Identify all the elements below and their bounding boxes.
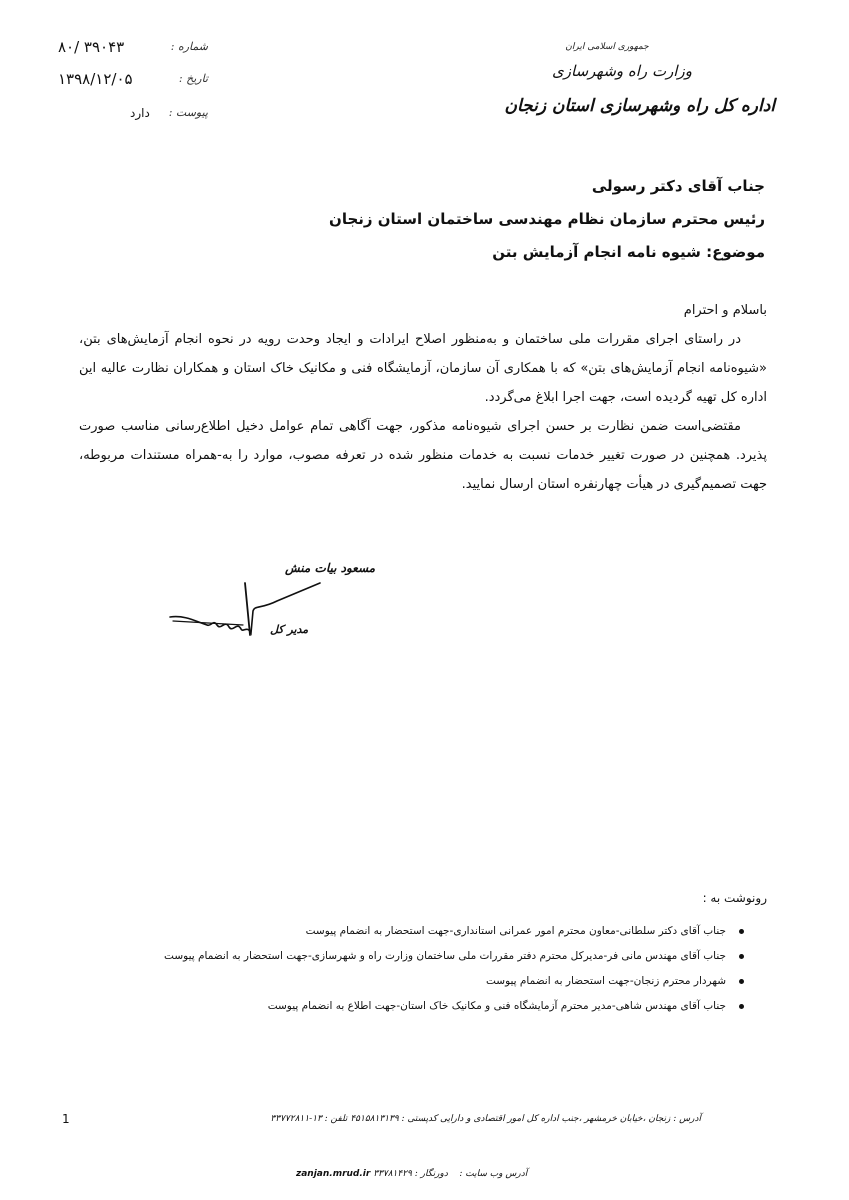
addressee-name: جناب آقای دکتر رسولی: [591, 177, 765, 195]
meta-number: [58, 38, 208, 60]
letter-body: [79, 296, 767, 499]
cc-item: جناب آقای مهندس مانی فر-مدیرکل محترم دفتر مقررات ملی ساختمان وزارت راه و شهرسازی-جهت استحضار به انضمام پیوست: [94, 944, 744, 969]
letterhead-department: اداره کل راه وشهرسازی استان زنجان: [504, 96, 775, 116]
cc-item: شهردار محترم زنجان-جهت استحضار به انضمام پیوست: [94, 969, 744, 994]
website-label: آدرس وب سایت :: [459, 1169, 528, 1179]
letter-attachment: دارد: [130, 106, 150, 120]
paragraph-2: مقتضی‌است ضمن نظارت بر حسن اجرای شیوه‌نامه مذکور، جهت آگاهی تمام عوامل دخیل اطلاع‌رسانی مناسب صورت پذیرد. همچنین در صورت تغییر خدمات نسبت به خدمات منظور شده در تعرفه مصوب، موارد را به-همراه مستندات مربوطه، جهت تصمیم‌گیری در هیأت چهارنفره استان ارسال نمایید.: [79, 419, 767, 492]
addressee-title: رئیس محترم سازمان نظام مهندسی ساختمان استان زنجان: [329, 210, 765, 228]
signer-name: مسعود بیات منش: [285, 561, 376, 575]
letter-attachment-label: پیوست :: [168, 106, 208, 119]
fax-number: دورنگار : ۳۳۷۸۱۴۲۹: [373, 1169, 448, 1179]
cc-item: جناب آقای مهندس شاهی-مدیر محترم آزمایشگاه فنی و مکانیک خاک استان-جهت اطلاع به انضمام پیوست: [94, 994, 744, 1019]
website-url: zanjan.mrud.ir: [296, 1169, 371, 1179]
cc-list: [94, 919, 744, 1019]
footer-address: آدرس : زنجان ،خیابان خرمشهر ،جنب اداره کل امور اقتصادی و دارایی کدپستی : ۴۵۱۵۸۱۳۱۳۹ تلفن : ۱۳-۳۳۷۷۲۸۱۱: [270, 1114, 701, 1124]
letter-date-label: تاریخ :: [178, 72, 208, 85]
cc-heading: رونوشت به :: [702, 891, 767, 905]
letter-number-label: شماره :: [170, 40, 208, 53]
letter-subject: موضوع: شیوه نامه انجام آزمایش بتن: [492, 243, 765, 261]
footer-contact: [296, 1169, 527, 1179]
signer-title: مدیر کل: [270, 623, 309, 636]
meta-date: [58, 70, 208, 92]
cc-item: جناب آقای دکتر سلطانی-معاون محترم امور عمرانی استانداری-جهت استحضار به انضمام پیوست: [94, 919, 744, 944]
letter-date: ۱۳۹۸/۱۲/۰۵: [58, 70, 133, 88]
letterhead-country: جمهوری اسلامی ایران: [565, 42, 649, 52]
letterhead-ministry: وزارت راه وشهرسازی: [552, 62, 692, 80]
page-number: 1: [62, 1112, 70, 1126]
letter-number: ۸۰/ ۳۹۰۴۳: [58, 38, 125, 56]
greeting: باسلام و احترام: [683, 303, 767, 318]
paragraph-1: در راستای اجرای مقررات ملی ساختمان و به‌منظور اصلاح ایرادات و ایجاد وحدت رویه در نحوه انجام آزمایش‌های بتن، «شیوه‌نامه انجام آزمایش‌های بتن» که با همکاری آن سازمان، آزمایشگاه فنی و مکانیک خاک استان و همکاران نظارت عالیه این اداره کل تهیه گردیده است، جهت اجرا ابلاغ می‌گردد.: [79, 332, 767, 405]
meta-attachment: [58, 104, 208, 126]
